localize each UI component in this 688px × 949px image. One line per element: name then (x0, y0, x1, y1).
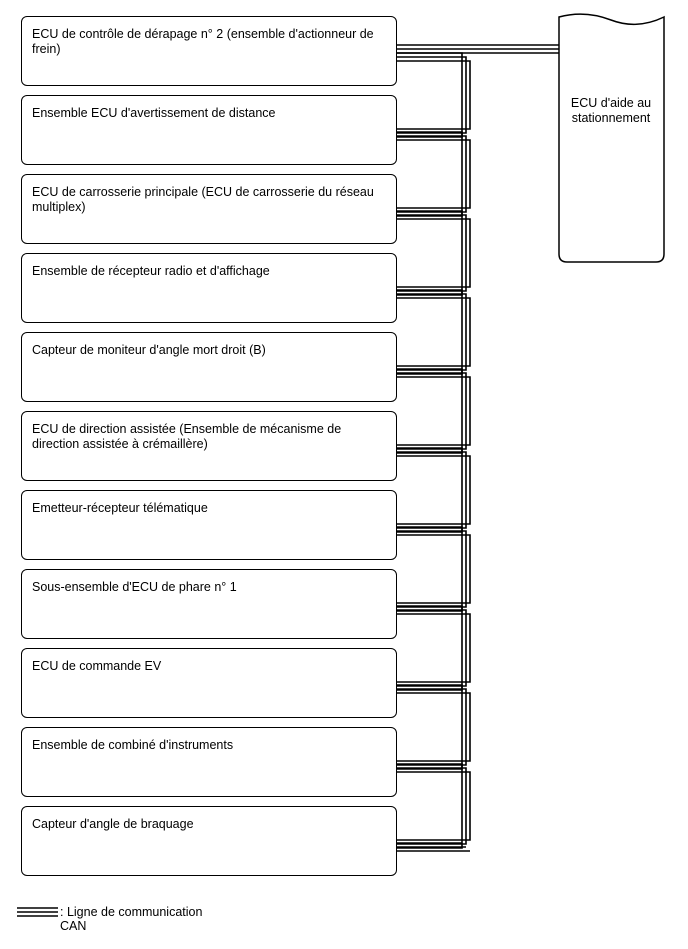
can-line (397, 219, 470, 287)
ecu-label: Sous-ensemble d'ECU de phare n° 1 (32, 580, 237, 594)
legend-symbol (17, 908, 58, 916)
ecu-label: ECU de direction assistée (Ensemble de mécanisme de direction assistée à crémaillère) (32, 422, 342, 451)
ecu-label: Capteur de moniteur d'angle mort droit (B) (32, 343, 266, 357)
can-line (397, 452, 466, 528)
ecu-box (21, 727, 397, 797)
can-line (397, 606, 462, 690)
can-line (397, 531, 466, 607)
can-line (397, 689, 466, 765)
can-bus-lines (397, 45, 559, 851)
can-line (397, 294, 466, 370)
can-line (397, 764, 462, 848)
can-line (397, 377, 470, 445)
can-line (397, 140, 470, 208)
ecu-box (21, 569, 397, 639)
ecu-label: Ensemble de combiné d'instruments (32, 738, 234, 752)
can-line (397, 61, 470, 129)
legend-label: : Ligne de communication CAN (60, 905, 203, 933)
can-line (397, 693, 470, 761)
can-line (397, 448, 462, 532)
ecu-label: Emetteur-récepteur télématique (32, 501, 208, 515)
ecu-label: ECU de carrosserie principale (ECU de carrosserie du réseau multiplex) (32, 185, 374, 214)
can-line (397, 614, 470, 682)
can-line (397, 456, 470, 524)
can-line (397, 685, 462, 769)
can-line (397, 298, 470, 366)
can-line (397, 610, 466, 686)
can-line (397, 53, 462, 137)
ecu-box (21, 411, 397, 481)
ecu-box (21, 332, 397, 402)
can-line (397, 215, 466, 291)
can-line (397, 136, 466, 212)
ecu-box (21, 95, 397, 165)
can-line (397, 527, 462, 611)
ecu-box (21, 490, 397, 560)
can-line (397, 772, 470, 840)
ecu-box (21, 648, 397, 718)
ecu-label: Ensemble de récepteur radio et d'affichage (32, 264, 270, 278)
can-line (397, 57, 466, 133)
can-line (397, 535, 470, 603)
ecu-box (21, 174, 397, 244)
can-line (397, 369, 462, 453)
ecu-label: Capteur d'angle de braquage (32, 817, 194, 831)
ecu-box (21, 16, 397, 86)
can-line (397, 290, 462, 374)
can-line (397, 211, 462, 295)
ecu-box (21, 806, 397, 876)
ecu-label: ECU de contrôle de dérapage n° 2 (ensemble d'actionneur de frein) (32, 27, 374, 56)
target-ecu-outline (559, 14, 664, 262)
ecu-box (21, 253, 397, 323)
target-ecu-label: ECU d'aide au stationnement (570, 96, 652, 125)
can-line (397, 373, 466, 449)
can-line (397, 132, 462, 216)
ecu-label: ECU de commande EV (32, 659, 162, 673)
can-line (397, 768, 466, 844)
ecu-label: Ensemble ECU d'avertissement de distance (32, 106, 276, 120)
